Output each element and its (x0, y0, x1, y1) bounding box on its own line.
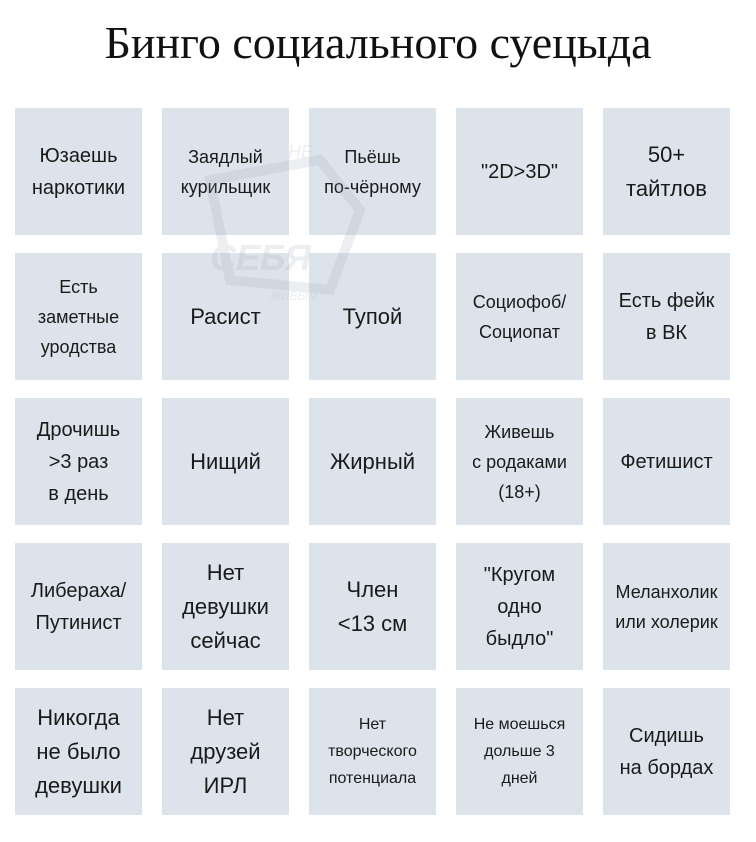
bingo-cell (15, 108, 142, 235)
bingo-cell (456, 253, 583, 380)
bingo-cell (309, 398, 436, 525)
bingo-cell (309, 108, 436, 235)
bingo-cell-label: Есть фейк в ВК (618, 289, 715, 344)
bingo-cell-label: Сидишь на бордах (619, 724, 714, 779)
bingo-cell (456, 543, 583, 670)
bingo-cell-label: Социофоб/ Социопат (472, 291, 567, 342)
bingo-cell (309, 543, 436, 670)
bingo-cell-label: Фетишист (620, 450, 713, 473)
bingo-cell-label: Живешь с родаками (18+) (472, 421, 567, 502)
page-title: Бинго социального суецыда (104, 17, 652, 68)
bingo-cell-label: Нищий (190, 448, 261, 474)
bingo-cell (603, 688, 730, 815)
bingo-cell-label: Нет творческого потенциала (328, 716, 417, 787)
watermark-top-text: НЕ (288, 142, 314, 162)
bingo-cell-label: "Кругом одно быдло" (483, 563, 556, 650)
bingo-cell-label: Нет друзей ИРЛ (190, 704, 261, 798)
bingo-grid (15, 108, 742, 815)
bingo-cell-label: Либераха/ Путинист (30, 579, 127, 634)
bingo-cell (15, 543, 142, 670)
bingo-cell-label: Член <13 см (337, 576, 408, 636)
bingo-cell-label: "2D>3D" (480, 160, 558, 183)
bingo-cell-label: Не моешься дольше 3 дней (473, 716, 566, 787)
bingo-cell (162, 688, 289, 815)
bingo-cell-label: Пьёшь по-чёрному (324, 146, 421, 197)
bingo-cell (15, 688, 142, 815)
bingo-cell (456, 108, 583, 235)
bingo-cell (162, 398, 289, 525)
bingo-cell-label: Есть заметные уродства (37, 276, 120, 357)
bingo-cell (456, 398, 583, 525)
bingo-cell-label: Меланхолик или холерик (615, 581, 718, 632)
bingo-cell-label: Заядлый курильщик (180, 146, 271, 197)
bingo-cell (603, 253, 730, 380)
bingo-cell (309, 688, 436, 815)
watermark-bottom-text: ЖИВЫМ (270, 289, 319, 303)
bingo-cell (15, 398, 142, 525)
bingo-cell (603, 398, 730, 525)
bingo-cell-label: Юзаешь наркотики (31, 144, 126, 199)
bingo-cell (162, 253, 289, 380)
bingo-cell (162, 108, 289, 235)
bingo-cell-label: Тупой (342, 303, 403, 329)
bingo-cell-label: Дрочишь >3 раз в день (36, 418, 121, 505)
bingo-cell (162, 543, 289, 670)
bingo-cell (309, 253, 436, 380)
bingo-cell-label: Расист (190, 303, 261, 329)
bingo-cell (603, 543, 730, 670)
bingo-cell-label: 50+ тайтлов (626, 141, 707, 201)
bingo-cell (603, 108, 730, 235)
bingo-cell (15, 253, 142, 380)
bingo-cell (456, 688, 583, 815)
bingo-cell-label: Никогда не было девушки (35, 704, 122, 798)
bingo-cell-label: Жирный (329, 448, 416, 474)
bingo-cell-label: Нет девушки сейчас (182, 559, 269, 653)
